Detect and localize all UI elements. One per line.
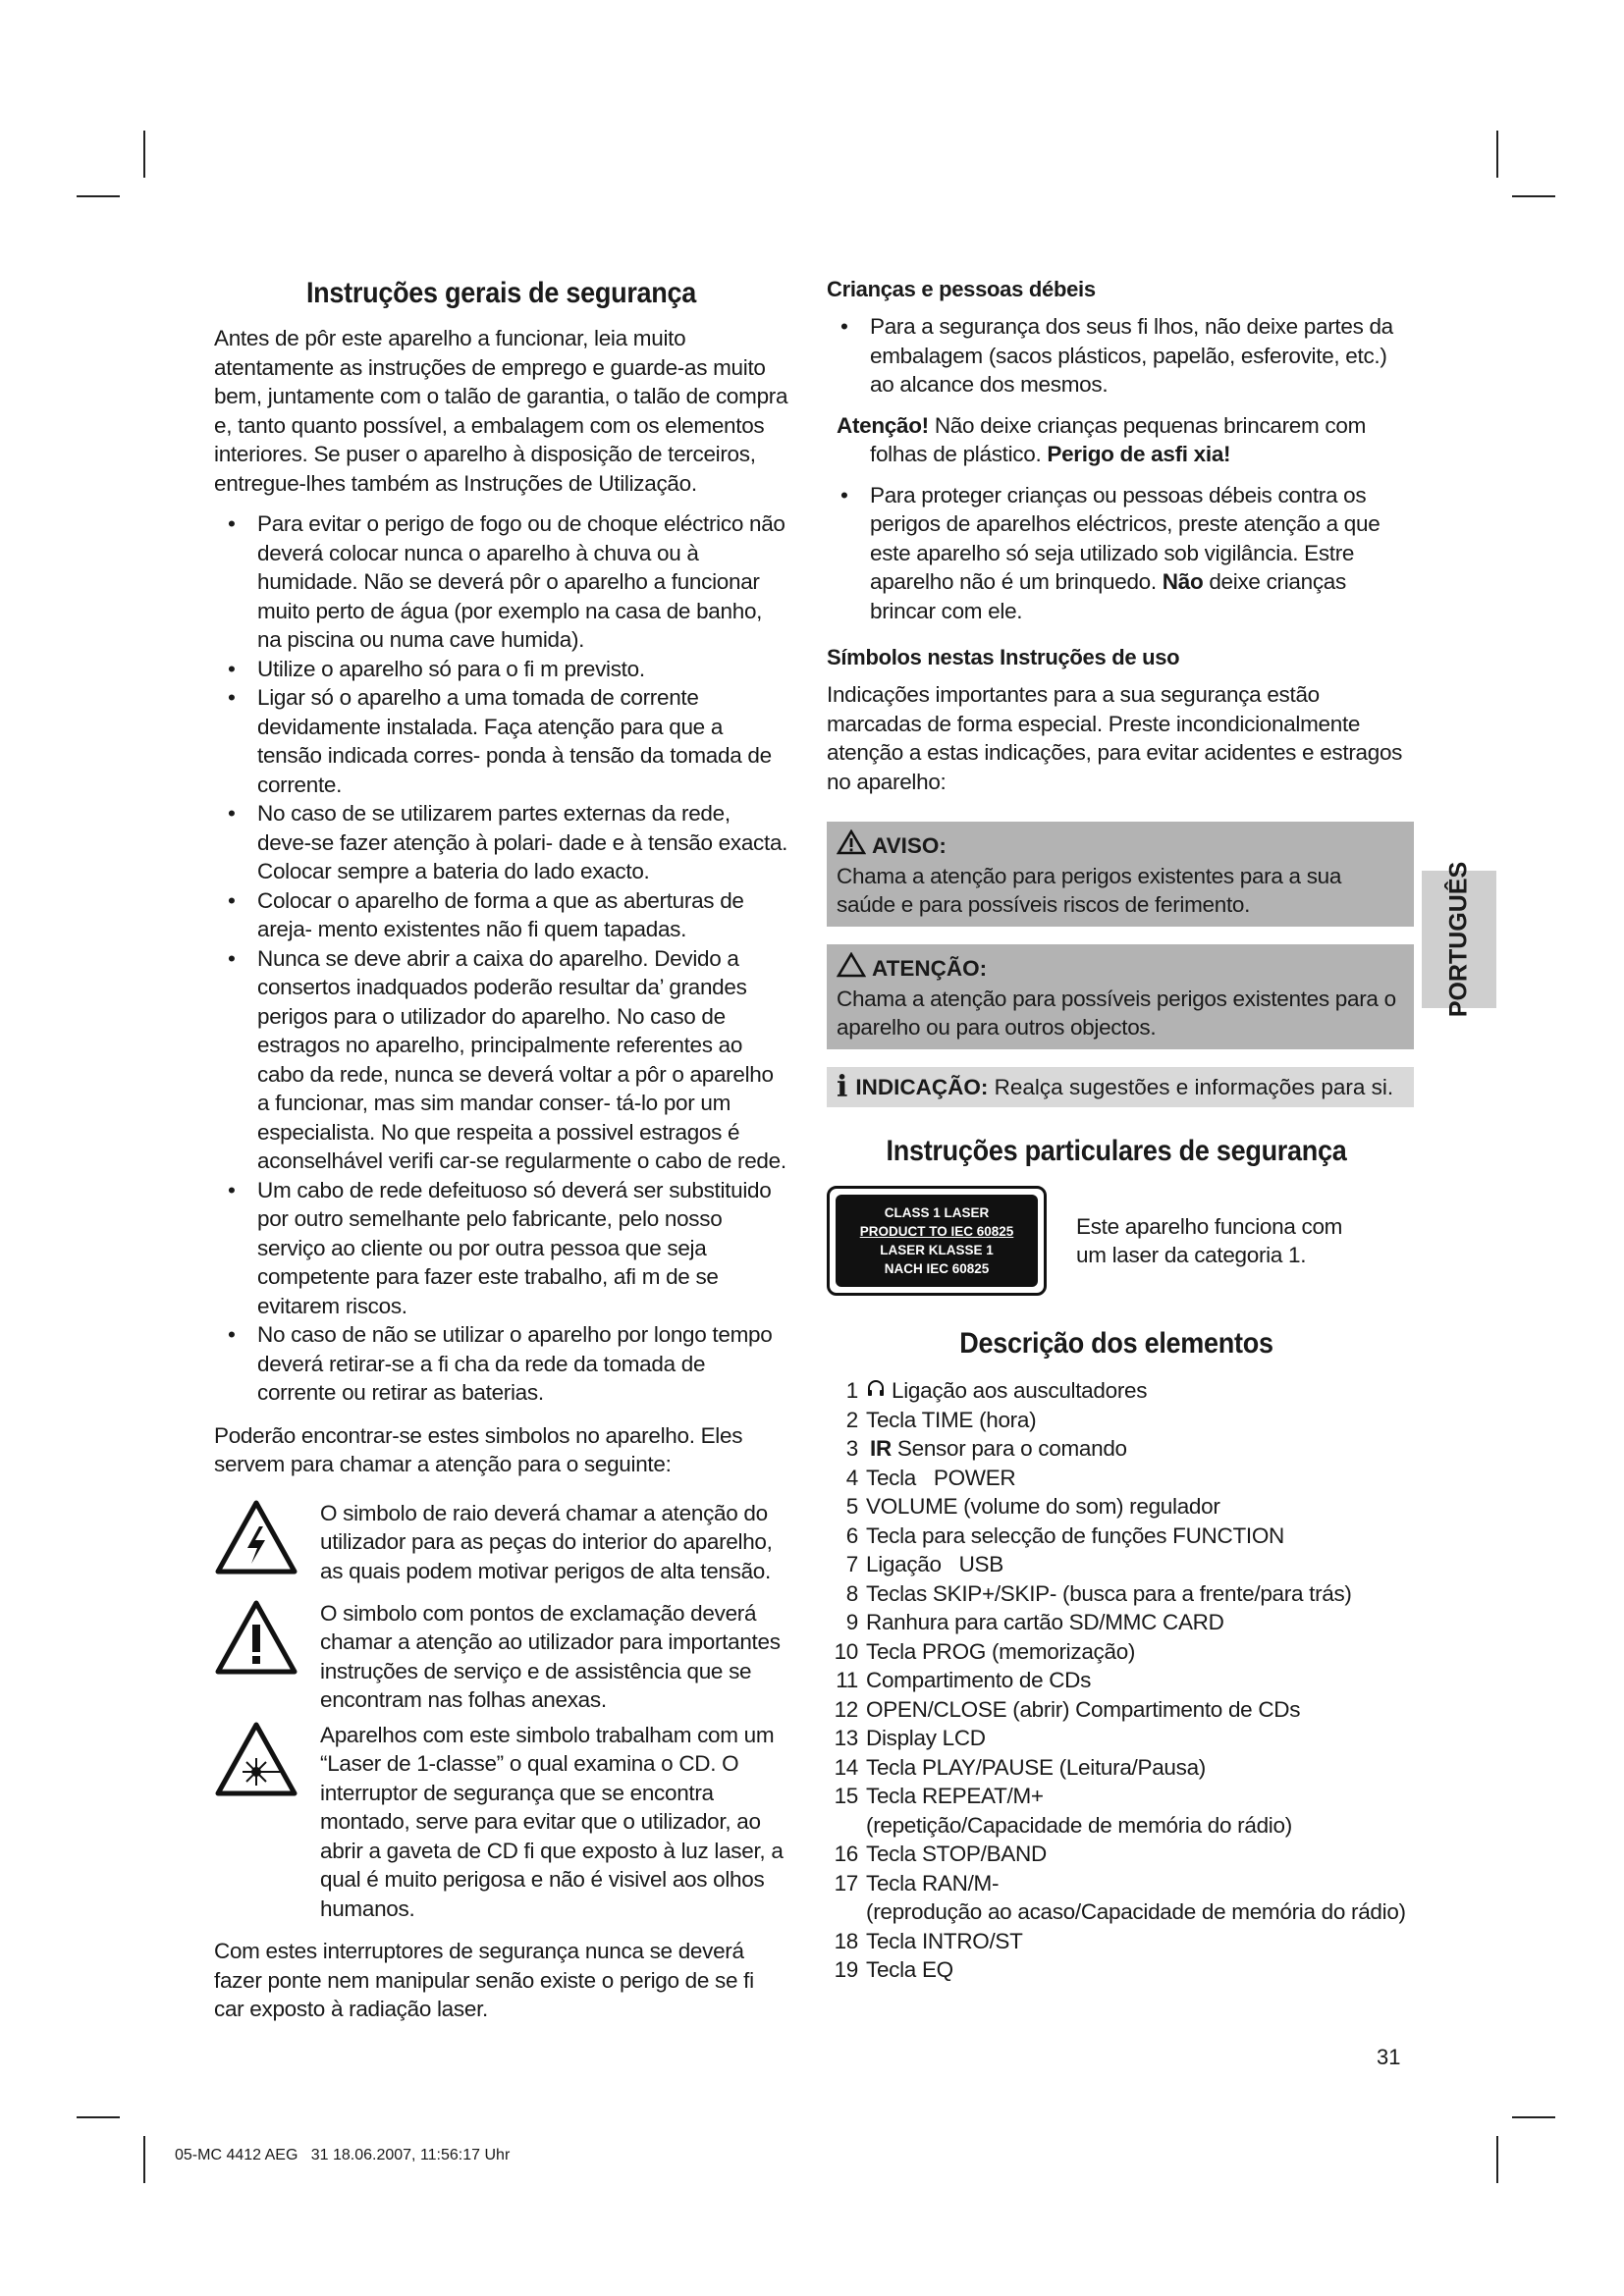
list-item: (repetição/Capacidade de memória do rádio) bbox=[866, 1812, 1292, 1838]
crop-mark bbox=[143, 131, 145, 178]
headphones-icon bbox=[866, 1376, 886, 1406]
left-column bbox=[214, 277, 788, 2024]
info-icon: i bbox=[837, 1069, 848, 1104]
list-item: 6 Tecla para selecção de funções FUNCTION bbox=[845, 1522, 1284, 1548]
laser-section bbox=[827, 1186, 1406, 1296]
list-item: • Para a segurança dos seus fi lhos, não deixe partes da embalagem (sacos plásticos, papelão, esferovite, etc.) ao alcance dos mesmos. bbox=[827, 312, 1406, 400]
children-list bbox=[827, 312, 1406, 400]
warning-triangle-icon bbox=[837, 829, 866, 862]
children-heading: Crianças e pessoas débeis bbox=[827, 277, 1096, 301]
list-item: 14 Tecla PLAY/PAUSE (Leitura/Pausa) bbox=[834, 1754, 1206, 1780]
list-item: 8 Teclas SKIP+/SKIP- (busca para a frente/para trás) bbox=[845, 1580, 1352, 1606]
symbol-row bbox=[214, 1721, 788, 1924]
intro-paragraph: Antes de pôr este aparelho a funcionar, leia muito atentamente as instruções de emprego e guarde-as muito bem, juntamente com o talão de garantia, o talão de compra e, tanto quanto possível, a embalagem com os elementos interiores. Se puser o aparelho à disposição de terceiros, entregue-lhes também as Instruções de Utilização. bbox=[214, 326, 788, 496]
list-item: • Colocar o aparelho de forma a que as aberturas de areja- mento existentes não fi quem tapadas. bbox=[214, 886, 788, 944]
language-tab bbox=[1422, 861, 1496, 1018]
indicacao-title: INDICAÇÃO: bbox=[855, 1075, 989, 1099]
list-item: • No caso de não se utilizar o aparelho por longo tempo deverá retirar-se a fi cha da rede da tomada de corrente ou retirar as baterias. bbox=[214, 1320, 788, 1408]
list-item: 5 VOLUME (volume do som) regulador bbox=[845, 1494, 1220, 1519]
particular-safety-title: Instruções particulares de segurança bbox=[886, 1135, 1347, 1167]
list-item: • Nunca se deve abrir a caixa do aparelho. Devido a consertos inadquados poderão resultar da’ grandes perigos para o utilizador do aparelho. No caso de estragos no aparelho, principalmente referentes ao cabo da rede, nunca se deverá voltar a pôr o aparelho a funcionar, mas sim mandar conser- tá-lo por um especialista. No que respeita a possivel estragos é aconselhável verifi car-se regularmente o cabo de rede. bbox=[214, 944, 788, 1176]
elements-list bbox=[827, 1376, 1406, 1985]
crop-mark bbox=[143, 2136, 145, 2183]
list-item: 19 Tecla EQ bbox=[834, 1957, 953, 1982]
laser-warning-icon bbox=[214, 1721, 320, 1815]
aviso-box bbox=[827, 822, 1414, 927]
symbol-text: Aparelhos com este simbolo trabalham com um “Laser de 1-classe” o qual examina o CD. O interruptor de segurança que se encontra montado, serve para evitar que o utilizador, ao abrir a gaveta de CD fi que exposto à luz laser, a qual é muito perigosa e não é visivel aos olhos humanos. bbox=[320, 1722, 784, 1921]
symbols-heading: Símbolos nestas Instruções de uso bbox=[827, 645, 1180, 669]
page-number: 31 bbox=[1377, 2045, 1401, 2069]
list-item: 3 IR Sensor para o comando bbox=[845, 1436, 1127, 1461]
list-item: 12 OPEN/CLOSE (abrir) Compartimento de CDs bbox=[834, 1696, 1301, 1722]
crop-mark bbox=[77, 195, 120, 197]
list-item: • Utilize o aparelho só para o fi m previsto. bbox=[214, 655, 788, 684]
print-footer: 05-MC 4412 AEG 31 18.06.2007, 11:56:17 Uhr bbox=[175, 2147, 511, 2163]
crop-mark bbox=[1512, 195, 1555, 197]
attention-note: Atenção! Não deixe crianças pequenas brincarem com folhas de plástico. Perigo de asfi xia! bbox=[837, 412, 1367, 466]
symbols-list bbox=[214, 1499, 788, 1924]
symbols-intro-right: Indicações importantes para a sua segurança estão marcadas de forma especial. Preste incondicionalmente atenção a estas indicações, para evitar acidentes e estragos no aparelho: bbox=[827, 682, 1403, 794]
crop-mark bbox=[77, 2116, 120, 2118]
list-item: 9 Ranhura para cartão SD/MMC CARD bbox=[845, 1610, 1224, 1634]
general-safety-title: Instruções gerais de segurança bbox=[305, 277, 697, 309]
exclamation-warning-icon bbox=[214, 1599, 320, 1693]
list-item: 11 Compartimento de CDs bbox=[836, 1668, 1092, 1692]
crop-mark bbox=[1512, 2116, 1555, 2118]
symbol-row bbox=[214, 1599, 788, 1715]
safety-bullet-list bbox=[214, 509, 788, 1408]
list-item: • Ligar só o aparelho a uma tomada de corrente devidamente instalada. Faça atenção para que a tensão indicada corres- ponda à tensão da tomada de corrente. bbox=[214, 683, 788, 799]
list-item: • Para proteger crianças ou pessoas débeis contra os perigos de aparelhos eléctricos, preste atenção a que este aparelho só seja utilizado sob vigilância. Estre aparelho não é um brinquedo. Não deixe crianças brincar com ele. bbox=[827, 481, 1406, 626]
list-item: 1 Ligação aos auscultadores bbox=[827, 1376, 1406, 1406]
right-column bbox=[827, 277, 1406, 1985]
list-item: 7 Ligação USB bbox=[845, 1552, 1003, 1576]
symbol-text: O simbolo com pontos de exclamação deverá chamar a atenção ao utilizador para importantes instruções de serviço e de assistência que se encontram nas folhas anexas. bbox=[320, 1600, 781, 1712]
laser-text: Este aparelho funciona com um laser da categoria 1. bbox=[1076, 1213, 1343, 1267]
list-item: • Para evitar o perigo de fogo ou de choque eléctrico não deverá colocar nunca o aparelho à chuva ou à humidade. Não se deverá pôr o aparelho a funcionar muito perto de água (por exemplo na casa de banho, na piscina ou numa cave humida). bbox=[214, 509, 788, 655]
list-item: (reprodução ao acaso/Capacidade de memória do rádio) bbox=[866, 1899, 1406, 1924]
indicacao-box bbox=[827, 1067, 1414, 1107]
children-list-2 bbox=[827, 481, 1406, 626]
list-item: 10 Tecla PROG (memorização) bbox=[834, 1638, 1136, 1664]
symbol-text: O simbolo de raio deverá chamar a atenção do utilizador para as peças do interior do aparelho, as quais podem motivar perigos de alta tensão. bbox=[320, 1500, 773, 1583]
atencao-box bbox=[827, 944, 1414, 1049]
symbol-row bbox=[214, 1499, 788, 1593]
lightning-warning-icon bbox=[214, 1499, 320, 1593]
list-item: • Um cabo de rede defeituoso só deverá ser substituido por outro semelhante pelo fabricante, pelo nosso serviço ao cliente ou por outra pessoa que seja competente para fazer este trabalho, afi m de se evitarem riscos. bbox=[214, 1176, 788, 1321]
crop-mark bbox=[1496, 131, 1498, 178]
attention-label: Atenção! bbox=[837, 412, 929, 438]
list-item: 16 Tecla STOP/BAND bbox=[834, 1842, 1047, 1866]
symbols-intro: Poderão encontrar-se estes simbolos no aparelho. Eles servem para chamar a atenção para o seguinte: bbox=[214, 1422, 743, 1476]
laser-class-label: CLASS 1 LASER PRODUCT TO IEC 60825 LASER KLASSE 1 NACH IEC 60825 bbox=[827, 1186, 1047, 1296]
list-item: 17 Tecla RAN/M- bbox=[834, 1870, 1000, 1896]
elements-title: Descrição dos elementos bbox=[959, 1327, 1273, 1360]
aviso-title: AVISO: bbox=[872, 833, 947, 858]
list-item: 18 Tecla INTRO/ST bbox=[834, 1928, 1023, 1953]
caution-triangle-icon bbox=[837, 952, 866, 985]
atencao-title: ATENÇÃO: bbox=[872, 956, 988, 981]
list-item: • No caso de se utilizarem partes externas da rede, deve-se fazer atenção à polari- dade e à tensão exacta. Colocar sempre a bateria do lado exacto. bbox=[214, 799, 788, 886]
list-item: 13 Display LCD bbox=[834, 1726, 986, 1750]
list-item: 2 Tecla TIME (hora) bbox=[845, 1407, 1037, 1432]
list-item: 4 Tecla POWER bbox=[845, 1465, 1016, 1490]
language-tab-label: PORTUGUÊS bbox=[1444, 861, 1473, 1018]
aviso-text: Chama a atenção para perigos existentes para a sua saúde e para possíveis riscos de ferimento. bbox=[837, 864, 1342, 917]
list-item: 15 Tecla REPEAT/M+ bbox=[834, 1784, 1044, 1808]
atencao-text: Chama a atenção para possíveis perigos existentes para o aparelho ou para outros objectos. bbox=[837, 987, 1396, 1040]
crop-mark bbox=[1496, 2136, 1498, 2183]
closing-paragraph: Com estes interruptores de segurança nunca se deverá fazer ponte nem manipular senão existe o perigo de se fi car exposto à radiação laser. bbox=[214, 1939, 754, 2021]
indicacao-text: Realça sugestões e informações para si. bbox=[988, 1075, 1394, 1099]
